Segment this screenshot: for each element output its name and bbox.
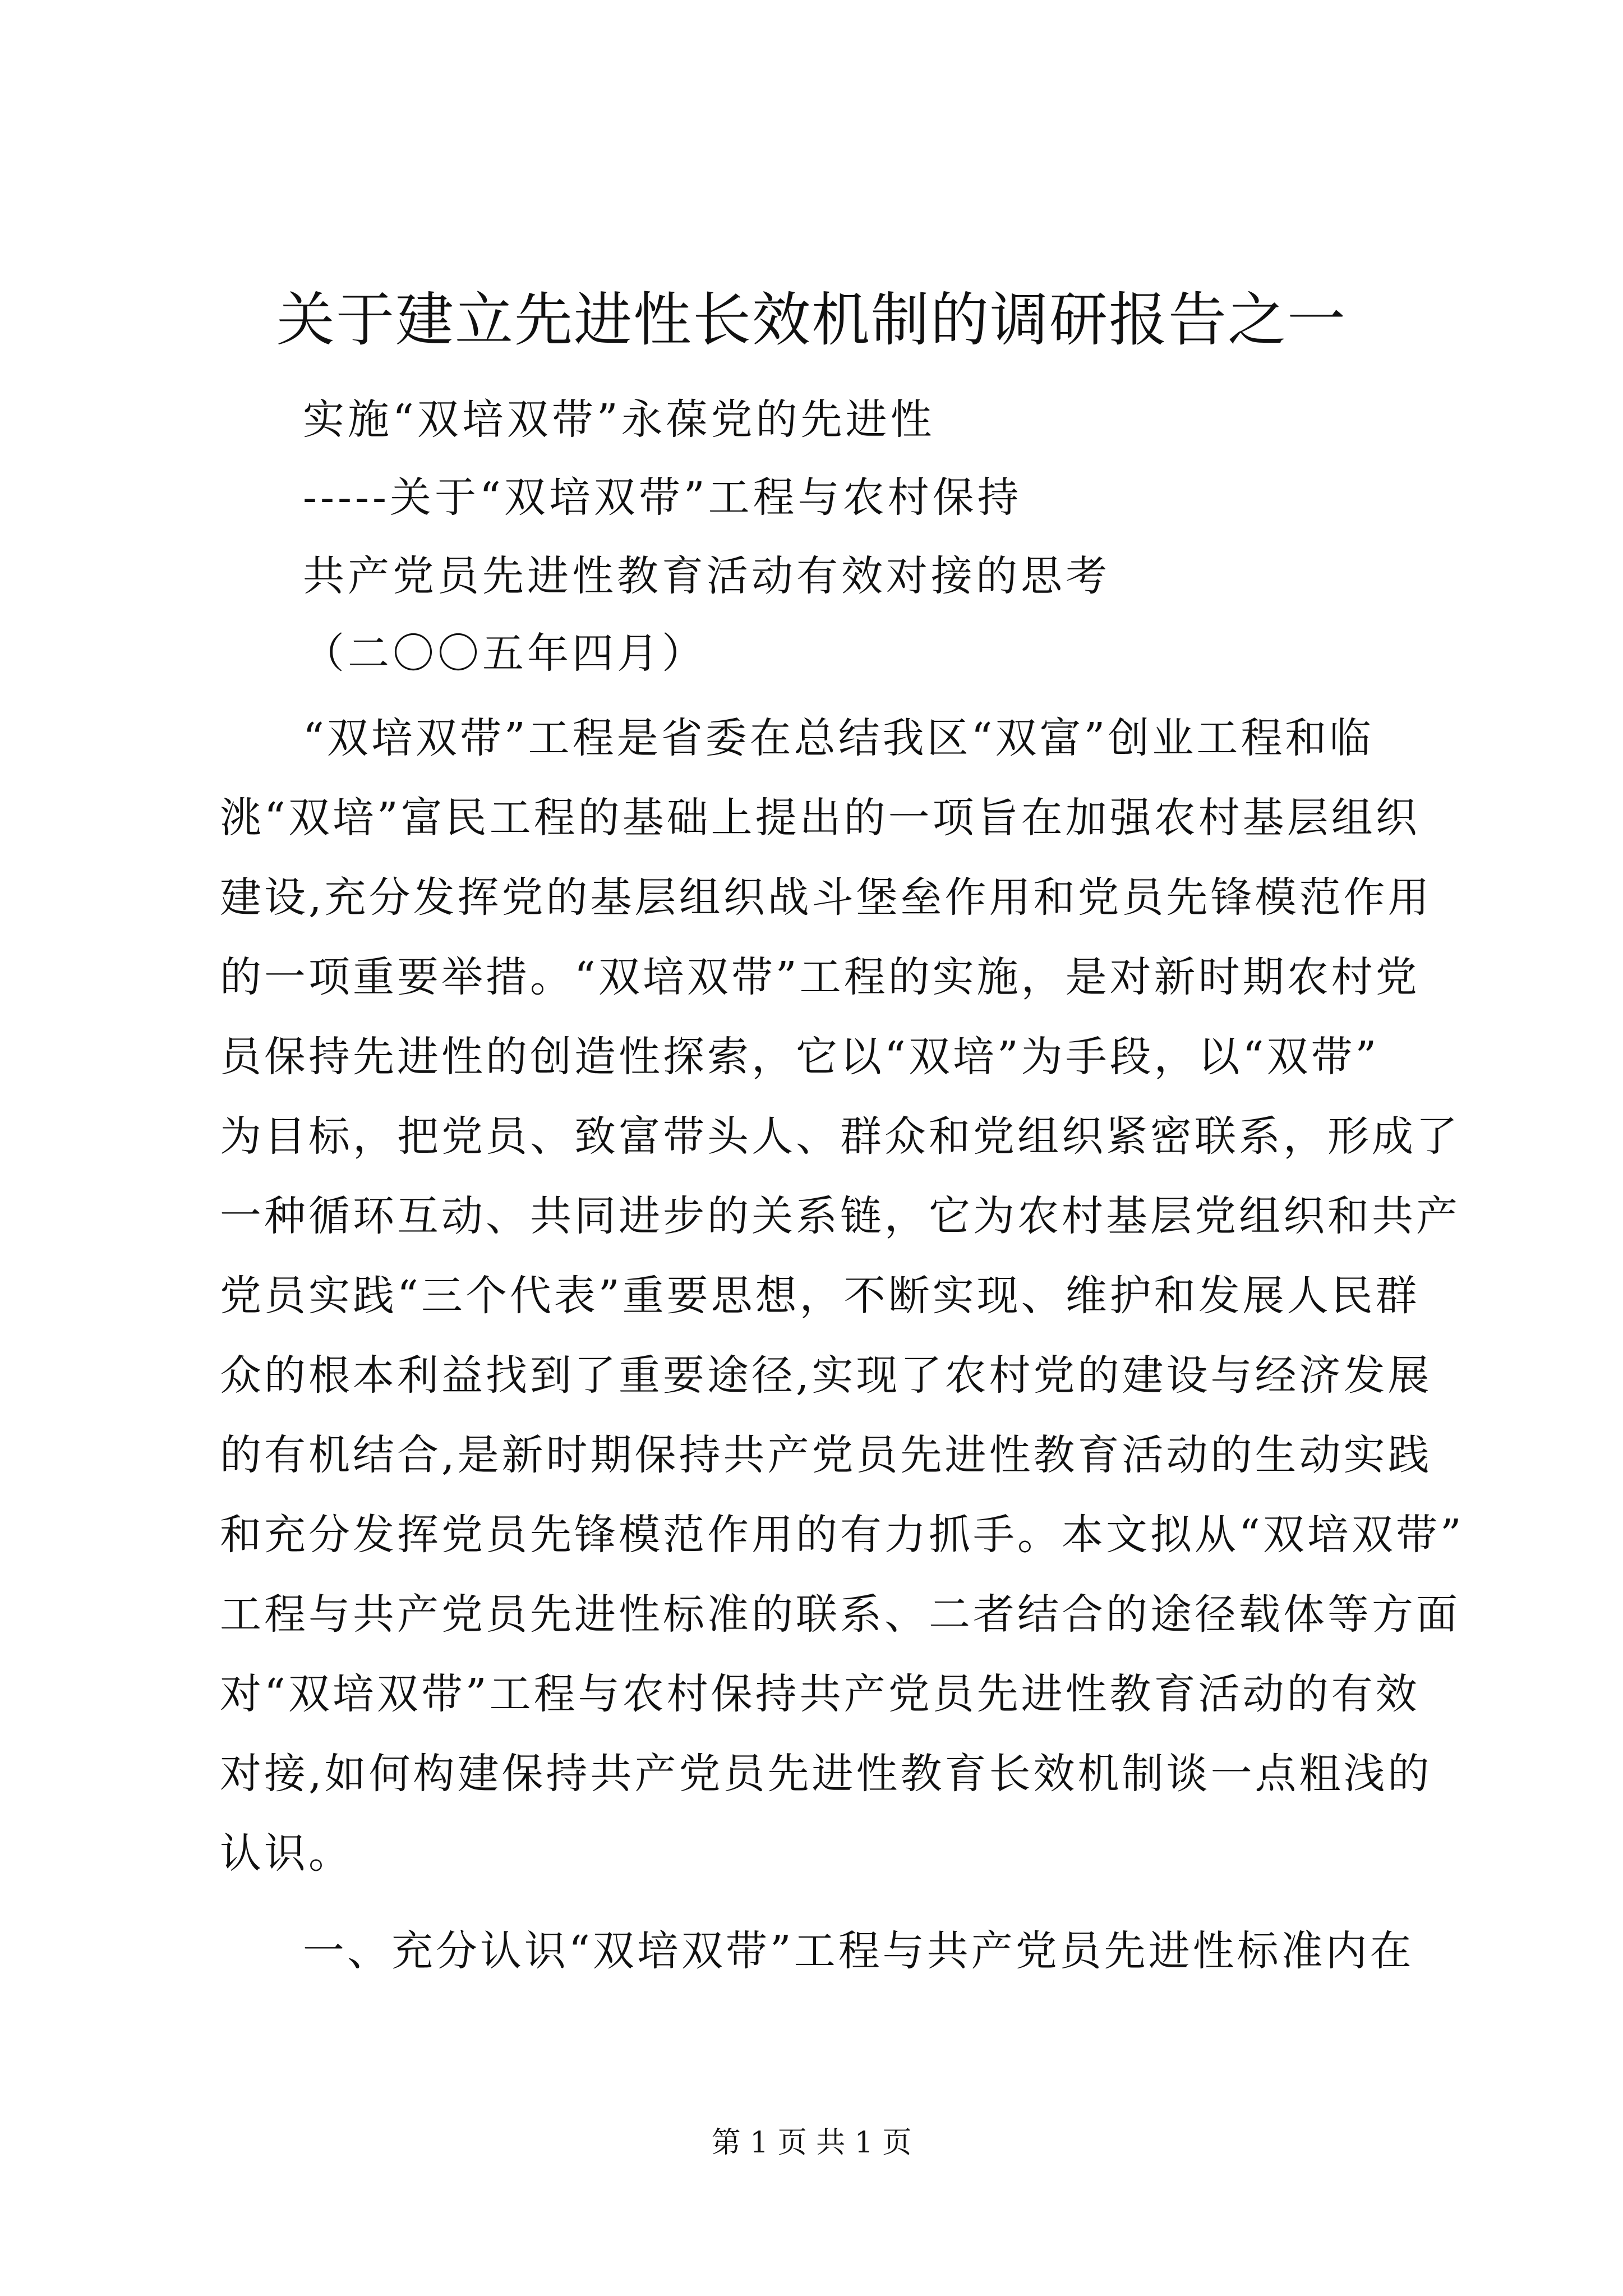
subtitle-line: 共产党员先进性教育活动有效对接的思考: [303, 552, 1110, 600]
subtitle-line: -----关于“双培双带”工程与农村保持: [303, 473, 1022, 522]
page-footer: 第 1 页 共 1 页: [711, 2126, 912, 2160]
paragraph-line: 的一项重要举措。“双培双带”工程的实施，是对新时期农村党: [220, 953, 1420, 1001]
document-title: 关于建立先进性长效机制的调研报告之一: [276, 286, 1347, 354]
paragraph-line: “双培双带”工程是省委在总结我区“双富”创业工程和临: [303, 714, 1374, 762]
paragraph-line: 认识。: [220, 1829, 353, 1878]
section-heading-line: 一、充分认识“双培双带”工程与共产党员先进性标准内在: [303, 1927, 1414, 1975]
paragraph-line: 对接,如何构建保持共产党员先进性教育长效机制谈一点粗浅的: [220, 1750, 1432, 1798]
paragraph-line: 对“双培双带”工程与农村保持共产党员先进性教育活动的有效: [220, 1670, 1420, 1718]
paragraph-line: 建设,充分发挥党的基层组织战斗堡垒作用和党员先锋模范作用: [220, 873, 1432, 922]
document-date: （二〇〇五年四月）: [303, 629, 707, 678]
paragraph-line: 为目标，把党员、致富带头人、群众和党组织紧密联系，形成了: [220, 1112, 1460, 1161]
paragraph-line: 工程与共产党员先进性标准的联系、二者结合的途径载体等方面: [220, 1590, 1460, 1639]
paragraph-line: 众的根本利益找到了重要途径,实现了农村党的建设与经济发展: [220, 1351, 1432, 1400]
paragraph-line: 的有机结合,是新时期保持共产党员先进性教育活动的生动实践: [220, 1431, 1432, 1479]
paragraph-line: 一种循环互动、共同进步的关系链，它为农村基层党组织和共产: [220, 1192, 1460, 1240]
paragraph-line: 员保持先进性的创造性探索，它以“双培”为手段，以“双带”: [220, 1033, 1380, 1081]
subtitle-line: 实施“双培双带”永葆党的先进性: [303, 395, 935, 444]
paragraph-line: 洮“双培”富民工程的基础上提出的一项旨在加强农村基层组织: [220, 794, 1420, 842]
paragraph-line: 和充分发挥党员先锋模范作用的有力抓手。本文拟从“双培双带”: [220, 1511, 1464, 1559]
paragraph-line: 党员实践“三个代表”重要思想，不断实现、维护和发展人民群: [220, 1272, 1420, 1320]
